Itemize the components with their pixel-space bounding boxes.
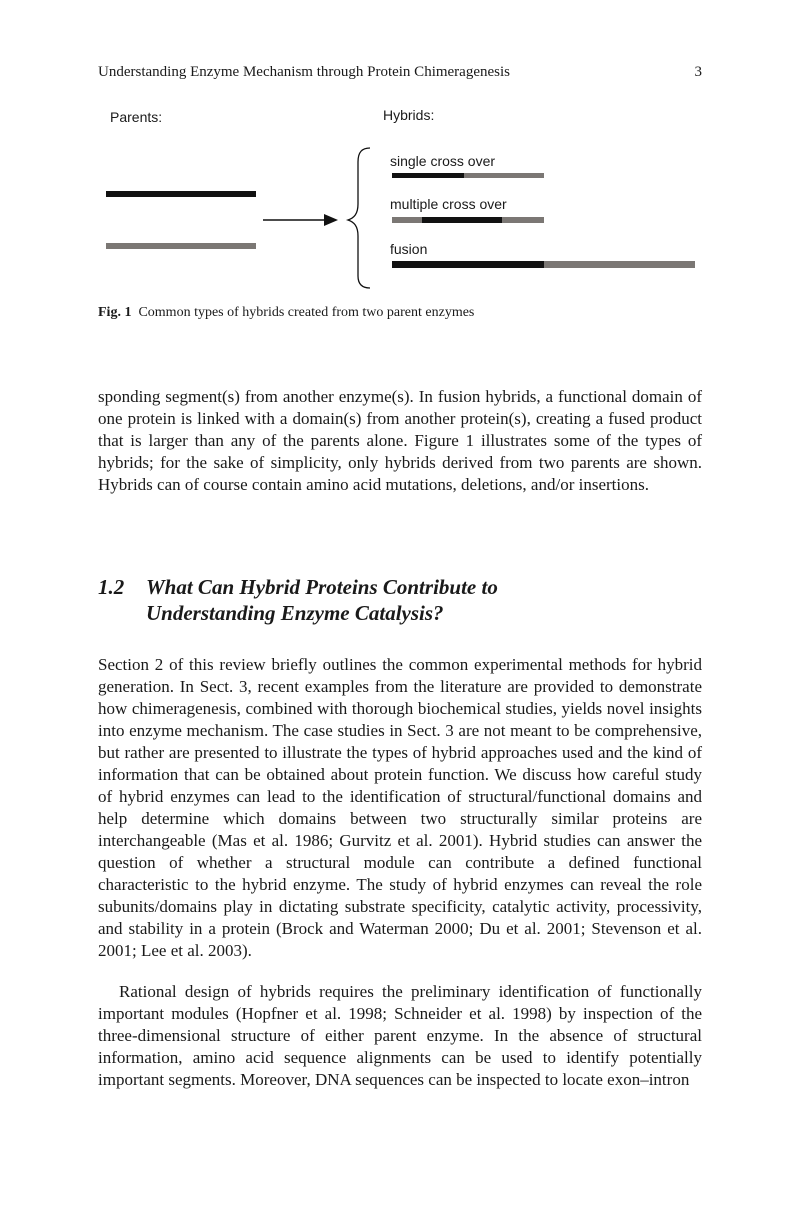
body-paragraph-3: Rational design of hybrids requires the preliminary identification of functionally important modules (Hopfner et al. 1998; Schneider et al. 1998) by inspection of the three-dimensional structure of either parent enzyme. In the absence of structural information, amino acid sequence alignments can be used to identify potentially important segments. Moreover, DNA sequences can be inspected to locate exon–intron bbox=[98, 982, 702, 1089]
arrow-brace-graphic bbox=[258, 140, 378, 290]
section-number: 1.2 bbox=[98, 575, 125, 599]
multiple-crossover-label: multiple cross over bbox=[390, 196, 507, 212]
single-crossover-label: single cross over bbox=[390, 153, 496, 169]
section-heading bbox=[98, 574, 702, 626]
figure-caption-text: Common types of hybrids created from two parent enzymes bbox=[138, 305, 475, 320]
single-crossover-segment-black bbox=[392, 173, 464, 178]
arrow-head bbox=[324, 214, 338, 226]
parent-bar-black bbox=[106, 191, 256, 197]
figure-caption-label: Fig. 1 bbox=[98, 305, 132, 320]
section-title: What Can Hybrid Proteins Contribute to Understanding Enzyme Catalysis? bbox=[146, 575, 498, 625]
figure-hybrid-types bbox=[98, 100, 708, 295]
figure-caption bbox=[98, 305, 702, 321]
fusion-segment-gray bbox=[544, 261, 695, 268]
running-title: Understanding Enzyme Mechanism through Protein Chimeragenesis bbox=[98, 64, 510, 80]
parent-bar-gray bbox=[106, 243, 256, 249]
multiple-crossover-segment-black bbox=[422, 217, 502, 223]
running-head bbox=[98, 64, 702, 81]
fusion-label: fusion bbox=[390, 241, 428, 257]
multiple-crossover-segment-gray-2 bbox=[502, 217, 544, 223]
single-crossover-segment-gray bbox=[464, 173, 544, 178]
body-paragraph-2: Section 2 of this review briefly outlines the common experimental methods for hybrid generation. In Sect. 3, recent examples from the literature are provided to demonstrate how chimeragenesis, combined with thorough biochemical studies, yields novel insights into enzyme mechanism. The case studies in Sect. 3 are not meant to be comprehensive, but rather are presented to illustrate the types of hybrid approaches used and the kind of information that can be obtained about protein function. We discuss how careful study of hybrid enzymes can lead to the identification of structural/functional domains and help determine which domains between two structurally similar proteins are interchangeable (Mas et al. 1986; Gurvitz et al. 2001). Hybrid studies can answer the question of whether a structural module can contribute a defined functional characteristic to the hybrid enzyme. The study of hybrid enzymes can reveal the role subunits/domains play in dictating substrate specificity, catalytic activity, processivity, and stability in a protein (Brock and Waterman 2000; Du et al. 2001; Stevenson et al. 2001; Lee et al. 2003). bbox=[98, 655, 702, 960]
curly-brace bbox=[348, 148, 370, 288]
multiple-crossover-segment-gray-1 bbox=[392, 217, 422, 223]
parents-label: Parents: bbox=[110, 109, 163, 125]
hybrids-label: Hybrids: bbox=[383, 107, 435, 123]
fusion-segment-black bbox=[392, 261, 544, 268]
body-paragraph-1: sponding segment(s) from another enzyme(s). In fusion hybrids, a functional domain of one protein is linked with a domain(s) from another protein(s), creating a fused product that is larger than any of the parents alone. Figure 1 illustrates some of the types of hybrids; for the sake of simplicity, only hybrids derived from two parents are shown. Hybrids can of course contain amino acid mutations, deletions, and/or insertions. bbox=[98, 387, 702, 494]
page-number: 3 bbox=[694, 64, 702, 80]
